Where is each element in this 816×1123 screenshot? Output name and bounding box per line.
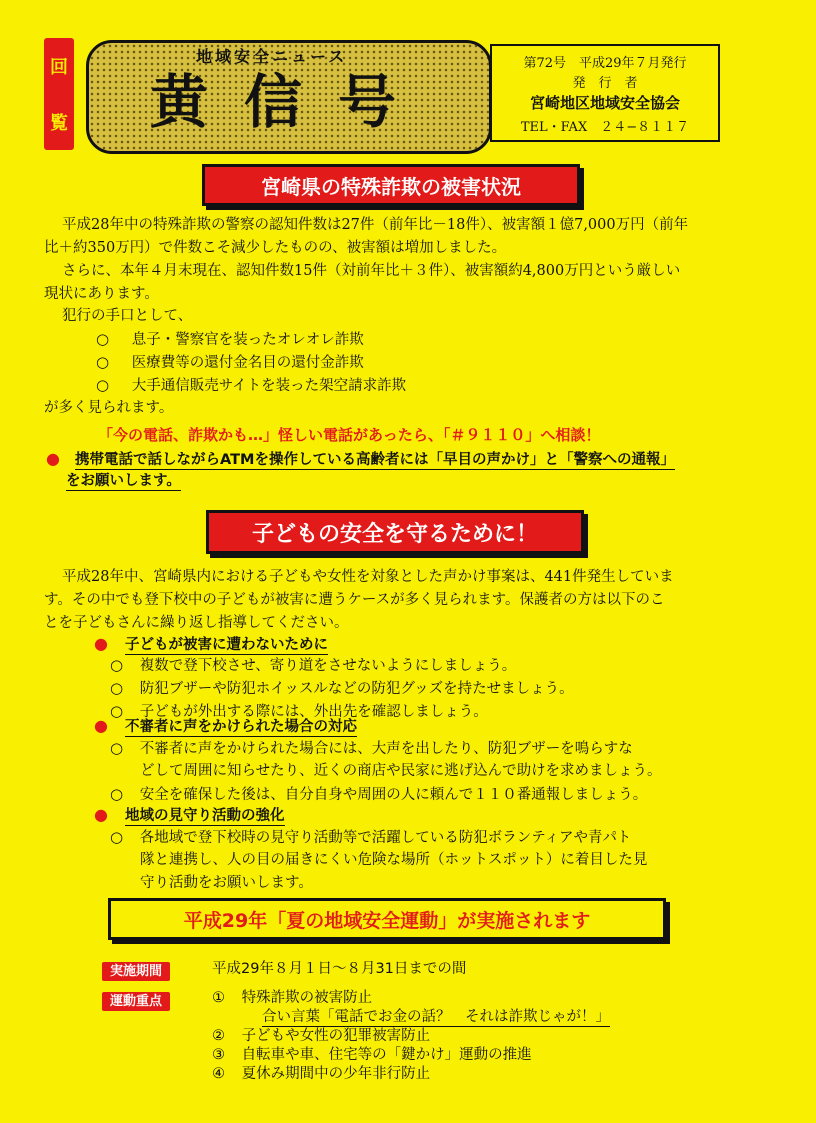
list-item-continued: 守り活動をお願いします。 [140,875,313,891]
circle-icon: ○ [110,785,124,803]
focus-text: 夏休み期間中の少年非行防止 [241,1066,431,1082]
masthead-title: 黄信号 [150,68,433,136]
paragraph-line: 平成28年中、宮崎県内における子どもや女性を対象とした声かけ事案は、441件発生していま [62,569,674,585]
focus-number: ④ [212,1066,225,1082]
method-text: 息子・警察官を装ったオレオレ詐欺 [131,332,364,348]
focus-text: 子どもや女性の犯罪被害防止 [241,1028,431,1044]
contact-line: TEL・FAX ２４−８１１７ [520,120,690,135]
methods-outro: が多く見られます。 [44,400,174,416]
period-label-text: 実施期間 [102,962,170,981]
request-line [46,447,675,472]
bullet-icon: ● [94,634,108,653]
method-item [96,374,406,398]
period-text: 平成29年８月１日～８月31日までの間 [212,961,467,977]
list-item [110,654,516,678]
group-title [94,714,357,739]
method-text: 大手通信販売サイトを装った架空請求詐欺 [131,378,407,394]
focus-number: ③ [212,1047,225,1063]
request-text: をお願いします。 [66,473,181,489]
period-label [102,960,170,979]
list-item-text: 子どもが外出する際には、外出先を確認しましょう。 [139,704,488,720]
focus-text: 自転車や車、住宅等の「鍵かけ」運動の推進 [241,1047,532,1063]
list-item-text: 複数で登下校させ、寄り道をさせないようにしましょう。 [139,658,517,674]
method-item [96,351,364,375]
paragraph-line: す。その中でも登下校中の子どもが被害に遭うケースが多く見られます。保護者の方は以下のこ [44,592,665,608]
method-item [96,328,364,352]
list-item-continued: どして周囲に知らせたり、近くの商店や民家に逃げ込んで助けを求めましょう。 [140,763,662,779]
circle-icon: ○ [110,702,124,720]
methods-intro: 犯行の手口として、 [62,308,193,324]
paragraph-line: さらに、本年４月末現在、認知件数15件（対前年比＋３件）、被害額約4,800万円という厳しい [62,263,681,279]
paragraph-line: 比＋約350万円）で件数こそ減少したものの、被害額は増加しました。 [44,240,507,256]
kairan-badge [44,38,74,150]
section-heading-campaign: 平成29年「夏の地域安全運動」が実施されます [108,898,666,940]
paragraph-line: とを子どもさんに繰り返し指導してください。 [44,615,349,631]
group-title-text: 地域の見守り活動の強化 [125,808,285,824]
focus-number: ② [212,1028,225,1044]
consult-callout: 「今の電話、詐欺かも…」怪しい電話があったら、「＃９１１０」へ相談！ [98,426,601,444]
focus-item [212,1063,430,1086]
issue-line: 第72号 平成29年７月発行 [523,56,687,71]
focus-number: ① [212,990,225,1006]
list-item-text: 各地域で登下校時の見守り活動等で活躍している防犯ボランティアや青パト [139,830,632,846]
issue-box [490,44,720,142]
publisher-name: 宮崎地区地域安全協会 [529,94,680,112]
paragraph-line: 現状にあります。 [44,286,159,302]
masthead-subtitle: 地域安全ニュース [196,47,348,66]
publisher-label: 発 行 者 [572,76,638,91]
circle-icon: ○ [110,828,124,846]
badge-char: 覧 [50,113,68,134]
list-item [110,677,574,701]
section-heading-fraud: 宮崎県の特殊詐欺の被害状況 [202,164,580,206]
method-text: 医療費等の還付金名目の還付金詐欺 [131,355,364,371]
circle-icon: ○ [96,330,110,348]
badge-char: 回 [50,57,68,78]
bullet-icon: ● [46,449,60,468]
bullet-icon: ● [94,805,108,824]
circle-icon: ○ [96,376,110,394]
list-item [110,737,633,761]
circle-icon: ○ [110,679,124,697]
list-item-continued: 隊と連携し、人の目の届きにくい危険な場所（ホットスポット）に着目した見 [140,852,648,868]
paragraph-line: 平成28年中の特殊詐欺の警察の認知件数は27件（前年比－18件）、被害額１億7,000万円（前年 [62,217,689,233]
list-item-text: 安全を確保した後は、自分自身や周囲の人に頼んで１１０番通報しましょう。 [139,787,648,803]
focus-label-text: 運動重点 [102,992,170,1011]
circle-icon: ○ [110,656,124,674]
focus-label [102,990,170,1009]
list-item-text: 防犯ブザーや防犯ホイッスルなどの防犯グッズを持たせましょう。 [139,681,574,697]
group-title-text: 不審者に声をかけられた場合の対応 [125,719,358,735]
request-line [66,470,181,493]
list-item-text: 不審者に声をかけられた場合には、大声を出したり、防犯ブザーを鳴らすな [139,741,633,757]
focus-text: 特殊詐欺の被害防止 [241,990,373,1006]
section-heading-children: 子どもの安全を守るために！ [206,510,584,554]
list-item [110,826,631,850]
group-title [94,803,285,828]
circle-icon: ○ [96,353,110,371]
bullet-icon: ● [94,716,108,735]
request-text: 携帯電話で話しながらATMを操作している高齢者には「早目の声かけ」と「警察への通報」 [75,452,675,468]
focus-text: 合い言葉「電話でお金の話？ それは詐欺じゃが！」 [262,1009,610,1025]
circle-icon: ○ [110,739,124,757]
group-title-text: 子どもが被害に遭わないために [125,637,329,653]
